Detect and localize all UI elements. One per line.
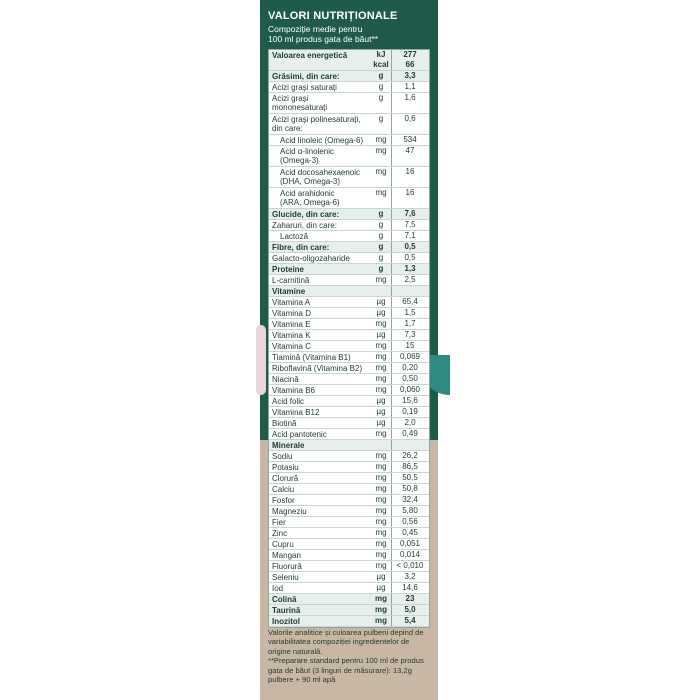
nutrient-unit: µg <box>376 330 386 339</box>
nutrient-name: Vitamina A <box>272 297 311 307</box>
nutrition-row <box>269 539 429 550</box>
nutrient-value: 1,6 <box>404 93 416 102</box>
nutrition-row <box>269 363 429 374</box>
nutrient-name: L-carnitină <box>272 275 310 285</box>
column-divider <box>391 50 392 70</box>
nutrition-row <box>269 594 429 605</box>
nutrient-unit: mg <box>375 484 387 493</box>
nutrient-name: Fosfor <box>272 495 295 505</box>
nutrient-name: Riboflavină (Vitamina B2) <box>272 363 363 373</box>
nutrient-name: Acid arahidonic (ARA, Omega-6) <box>280 188 340 207</box>
subtitle-line-1: Compoziție medie pentru <box>268 24 363 34</box>
column-divider <box>391 220 392 230</box>
nutrient-value: 26,2 <box>402 451 418 460</box>
nutrition-title: VALORI NUTRIȚIONALE <box>268 10 398 22</box>
column-divider <box>391 473 392 483</box>
nutrient-unit: µg <box>376 308 386 317</box>
footnote-preparation: **Preparare standard pentru 100 ml de produs gata de băut (3 linguri de măsurare): 13,2g pulbere + 90 ml apă <box>268 656 424 685</box>
nutrient-unit: g <box>378 82 384 91</box>
nutrient-value: 1,3 <box>404 264 416 273</box>
nutrition-row <box>269 528 429 539</box>
nutrient-unit: mg <box>375 352 387 361</box>
nutrient-unit: g <box>378 231 384 240</box>
nutrient-unit: kJ kcal <box>373 50 389 69</box>
column-divider <box>391 561 392 571</box>
column-divider <box>391 82 392 92</box>
nutrition-row <box>269 50 429 71</box>
nutrient-unit: mg <box>375 616 387 625</box>
nutrient-value: 15 <box>405 341 415 350</box>
nutrient-name: Fibre, din care: <box>272 242 330 252</box>
nutrient-name: Valoarea energetică <box>272 50 348 60</box>
nutrient-value: 1,1 <box>404 82 416 91</box>
nutrition-row <box>269 396 429 407</box>
nutrient-value: 534 <box>403 135 417 144</box>
nutrient-value: 0,45 <box>402 528 418 537</box>
nutrient-value: 16 <box>405 167 415 176</box>
nutrient-unit: mg <box>375 550 387 559</box>
nutrient-name: Lactoză <box>280 231 309 241</box>
nutrient-name: Acizi grași mononesaturați <box>272 93 328 112</box>
nutrition-row <box>269 407 429 418</box>
nutrient-value: 0,6 <box>404 114 416 123</box>
nutrient-value: 50,5 <box>402 473 418 482</box>
nutrient-value: 3,3 <box>404 71 416 80</box>
nutrient-unit: mg <box>375 539 387 548</box>
nutrient-value: 2,5 <box>404 275 416 284</box>
nutrient-unit: g <box>378 264 384 273</box>
nutrient-value: < 0,010 <box>396 561 424 570</box>
nutrition-row <box>269 506 429 517</box>
nutrient-unit: mg <box>375 341 387 350</box>
column-divider <box>391 308 392 318</box>
column-divider <box>391 528 392 538</box>
nutrient-name: Biotină <box>272 418 297 428</box>
nutrient-value: 0,051 <box>399 539 421 548</box>
column-divider <box>391 583 392 593</box>
nutrient-value: 7,1 <box>404 231 416 240</box>
column-divider <box>391 594 392 604</box>
nutrient-unit: g <box>378 93 384 102</box>
nutrition-row <box>269 429 429 440</box>
nutrient-value: 0,49 <box>402 429 418 438</box>
nutrient-value: 277 66 <box>403 50 417 69</box>
nutrient-value: 47 <box>405 146 415 155</box>
nutrition-row <box>269 495 429 506</box>
column-divider <box>391 209 392 219</box>
column-divider <box>391 264 392 274</box>
nutrient-unit: mg <box>375 275 387 284</box>
nutrient-name: Magneziu <box>272 506 307 516</box>
nutrient-name: Mangan <box>272 550 301 560</box>
nutrition-row <box>269 188 429 209</box>
nutrient-name: Grăsimi, din care: <box>272 71 340 81</box>
nutrient-name: Acid docosahexaenoic (DHA, Omega-3) <box>280 167 361 186</box>
nutrient-unit: mg <box>375 385 387 394</box>
nutrition-row <box>269 264 429 275</box>
nutrient-name: Clorură <box>272 473 299 483</box>
decorative-pink-shape <box>256 325 266 395</box>
column-divider <box>391 396 392 406</box>
nutrient-name: Proteine <box>272 264 305 274</box>
column-divider <box>391 114 392 134</box>
column-divider <box>391 605 392 615</box>
nutrient-value: 50,8 <box>402 484 418 493</box>
nutrient-unit: mg <box>375 135 387 144</box>
nutrient-unit: g <box>378 209 384 218</box>
column-divider <box>391 462 392 472</box>
column-divider <box>391 539 392 549</box>
nutrient-name: Vitamina B6 <box>272 385 315 395</box>
nutrient-unit: mg <box>375 363 387 372</box>
nutrition-row <box>269 275 429 286</box>
nutrient-name: Seleniu <box>272 572 299 582</box>
nutrient-unit: g <box>378 71 384 80</box>
nutrition-row <box>269 93 429 114</box>
nutrient-unit: g <box>378 242 384 251</box>
nutrient-value: 7,3 <box>404 330 416 339</box>
nutrient-value: 0,060 <box>399 385 421 394</box>
nutrition-subtitle <box>268 24 378 44</box>
nutrition-table <box>268 49 430 628</box>
nutrition-row <box>269 374 429 385</box>
nutrition-row <box>269 550 429 561</box>
nutrient-unit: g <box>378 114 384 123</box>
column-divider <box>391 93 392 113</box>
nutrient-unit: mg <box>375 517 387 526</box>
column-divider <box>391 429 392 439</box>
nutrient-name: Taurină <box>272 605 301 615</box>
column-divider <box>391 506 392 516</box>
column-divider <box>391 275 392 285</box>
nutrition-row <box>269 209 429 220</box>
nutrient-unit: mg <box>375 528 387 537</box>
nutrient-value: 0,56 <box>402 517 418 526</box>
nutrient-value: 0,014 <box>399 550 421 559</box>
nutrient-unit: µg <box>376 396 386 405</box>
nutrition-row <box>269 561 429 572</box>
nutrition-row <box>269 330 429 341</box>
nutrient-name: Sodiu <box>272 451 293 461</box>
nutrient-name: Inozitol <box>272 616 300 626</box>
nutrient-value: 0,19 <box>402 407 418 416</box>
nutrient-value: 5,4 <box>404 616 416 625</box>
column-divider <box>391 517 392 527</box>
column-divider <box>391 418 392 428</box>
nutrient-unit: g <box>378 253 384 262</box>
column-divider <box>391 616 392 626</box>
nutrient-unit: mg <box>375 146 387 155</box>
column-divider <box>391 451 392 461</box>
column-divider <box>391 71 392 81</box>
nutrient-unit: mg <box>375 561 387 570</box>
nutrition-row <box>269 440 429 451</box>
footnotes <box>268 628 430 684</box>
column-divider <box>391 407 392 417</box>
nutrient-value: 86,5 <box>402 462 418 471</box>
nutrient-value: 1,5 <box>404 308 416 317</box>
nutrient-unit: mg <box>375 605 387 614</box>
nutrition-row <box>269 462 429 473</box>
nutrient-value: 16 <box>405 188 415 197</box>
nutrient-name: Tiamină (Vitamina B1) <box>272 352 351 362</box>
column-divider <box>391 330 392 340</box>
column-divider <box>391 231 392 241</box>
nutrient-unit: mg <box>375 473 387 482</box>
footnote-variability: Valorile analitice și culoarea pulberii depind de variabilitatea compoziției ingredientelor de origine naturală. <box>268 628 424 656</box>
nutrition-row <box>269 319 429 330</box>
nutrition-row <box>269 484 429 495</box>
column-divider <box>391 188 392 208</box>
nutrient-name: Vitamina D <box>272 308 311 318</box>
nutrition-row <box>269 451 429 462</box>
column-divider <box>391 363 392 373</box>
nutrient-name: Acid pantotenic <box>272 429 327 439</box>
nutrient-unit: mg <box>375 167 387 176</box>
nutrient-name: Acizi grași polinesaturați, din care: <box>272 114 361 133</box>
nutrition-row <box>269 167 429 188</box>
nutrient-value: 0,5 <box>404 253 416 262</box>
nutrition-row <box>269 220 429 231</box>
subtitle-line-2: 100 ml produs gata de băut** <box>268 34 379 44</box>
nutrient-unit: mg <box>375 374 387 383</box>
column-divider <box>391 440 392 450</box>
nutrient-name: Vitamina B12 <box>272 407 320 417</box>
column-divider <box>391 352 392 362</box>
nutrition-row <box>269 385 429 396</box>
nutrition-row <box>269 71 429 82</box>
nutrient-unit: mg <box>375 188 387 197</box>
nutrient-name: Cupru <box>272 539 294 549</box>
nutrition-row <box>269 605 429 616</box>
nutrient-value: 7,5 <box>404 220 416 229</box>
column-divider <box>391 374 392 384</box>
nutrient-name: Vitamina C <box>272 341 311 351</box>
nutrient-unit: µg <box>376 583 386 592</box>
nutrition-row <box>269 572 429 583</box>
nutrient-name: Potasiu <box>272 462 299 472</box>
nutrient-value: 14,6 <box>402 583 418 592</box>
nutrient-unit: mg <box>375 506 387 515</box>
column-divider <box>391 135 392 145</box>
nutrition-row <box>269 352 429 363</box>
column-divider <box>391 385 392 395</box>
nutrient-name: Vitamina K <box>272 330 311 340</box>
nutrient-unit: mg <box>375 451 387 460</box>
nutrition-row <box>269 146 429 167</box>
nutrient-name: Zaharuri, din care: <box>272 220 337 230</box>
nutrition-row <box>269 231 429 242</box>
nutrient-value: 5,80 <box>402 506 418 515</box>
nutrient-unit: mg <box>375 495 387 504</box>
nutrient-unit: µg <box>376 418 386 427</box>
nutrient-value: 32,4 <box>402 495 418 504</box>
nutrition-row <box>269 616 429 627</box>
column-divider <box>391 286 392 296</box>
nutrient-unit: mg <box>375 319 387 328</box>
nutrient-unit: g <box>378 220 384 229</box>
nutrition-row <box>269 135 429 146</box>
nutrient-unit: µg <box>376 297 386 306</box>
column-divider <box>391 253 392 263</box>
nutrient-name: Acid α-linolenic (Omega-3) <box>280 146 334 165</box>
column-divider <box>391 495 392 505</box>
nutrition-row <box>269 473 429 484</box>
nutrient-value: 5,0 <box>404 605 416 614</box>
nutrient-value: 15,6 <box>402 396 418 405</box>
nutrient-name: Acid linoleic (Omega-6) <box>280 135 364 145</box>
nutrient-name: Minerale <box>272 440 305 450</box>
nutrient-unit: µg <box>376 407 386 416</box>
column-divider <box>391 341 392 351</box>
nutrient-name: Niacină <box>272 374 299 384</box>
nutrient-name: Colină <box>272 594 297 604</box>
nutrition-row <box>269 308 429 319</box>
nutrient-value: 7,6 <box>404 209 416 218</box>
nutrient-value: 0,50 <box>402 374 418 383</box>
nutrient-name: Acid folic <box>272 396 305 406</box>
column-divider <box>391 484 392 494</box>
nutrient-value: 23 <box>405 594 415 603</box>
column-divider <box>391 297 392 307</box>
column-divider <box>391 550 392 560</box>
nutrient-name: Fluorură <box>272 561 302 571</box>
column-divider <box>391 242 392 252</box>
nutrient-unit: mg <box>375 429 387 438</box>
nutrient-name: Glucide, din care: <box>272 209 340 219</box>
nutrition-row <box>269 418 429 429</box>
nutrient-name: Vitamina E <box>272 319 311 329</box>
nutrition-row <box>269 253 429 264</box>
nutrient-name: Acizi grași saturați <box>272 82 337 92</box>
nutrition-row <box>269 286 429 297</box>
nutrition-row <box>269 341 429 352</box>
nutrition-row <box>269 517 429 528</box>
nutrient-name: Zinc <box>272 528 288 538</box>
nutrition-row <box>269 114 429 135</box>
nutrient-name: Galacto-oligozaharide <box>272 253 350 263</box>
nutrient-value: 0,069 <box>399 352 421 361</box>
nutrient-value: 3,2 <box>404 572 416 581</box>
nutrition-row <box>269 82 429 93</box>
nutrient-value: 1,7 <box>404 319 416 328</box>
nutrient-unit: mg <box>375 594 387 603</box>
nutrient-name: Calciu <box>272 484 295 494</box>
nutrient-value: 2,0 <box>404 418 416 427</box>
column-divider <box>391 146 392 166</box>
nutrient-name: Iod <box>272 583 284 593</box>
nutrient-value: 65,4 <box>402 297 418 306</box>
nutrient-unit: mg <box>375 462 387 471</box>
column-divider <box>391 572 392 582</box>
nutrition-row <box>269 242 429 253</box>
nutrition-row <box>269 297 429 308</box>
nutrient-value: 0,5 <box>404 242 416 251</box>
nutrition-row <box>269 583 429 594</box>
nutrient-unit: µg <box>376 572 386 581</box>
nutrient-name: Vitamine <box>272 286 306 296</box>
nutrient-value: 0,20 <box>402 363 418 372</box>
column-divider <box>391 319 392 329</box>
nutrient-name: Fier <box>272 517 286 527</box>
column-divider <box>391 167 392 187</box>
